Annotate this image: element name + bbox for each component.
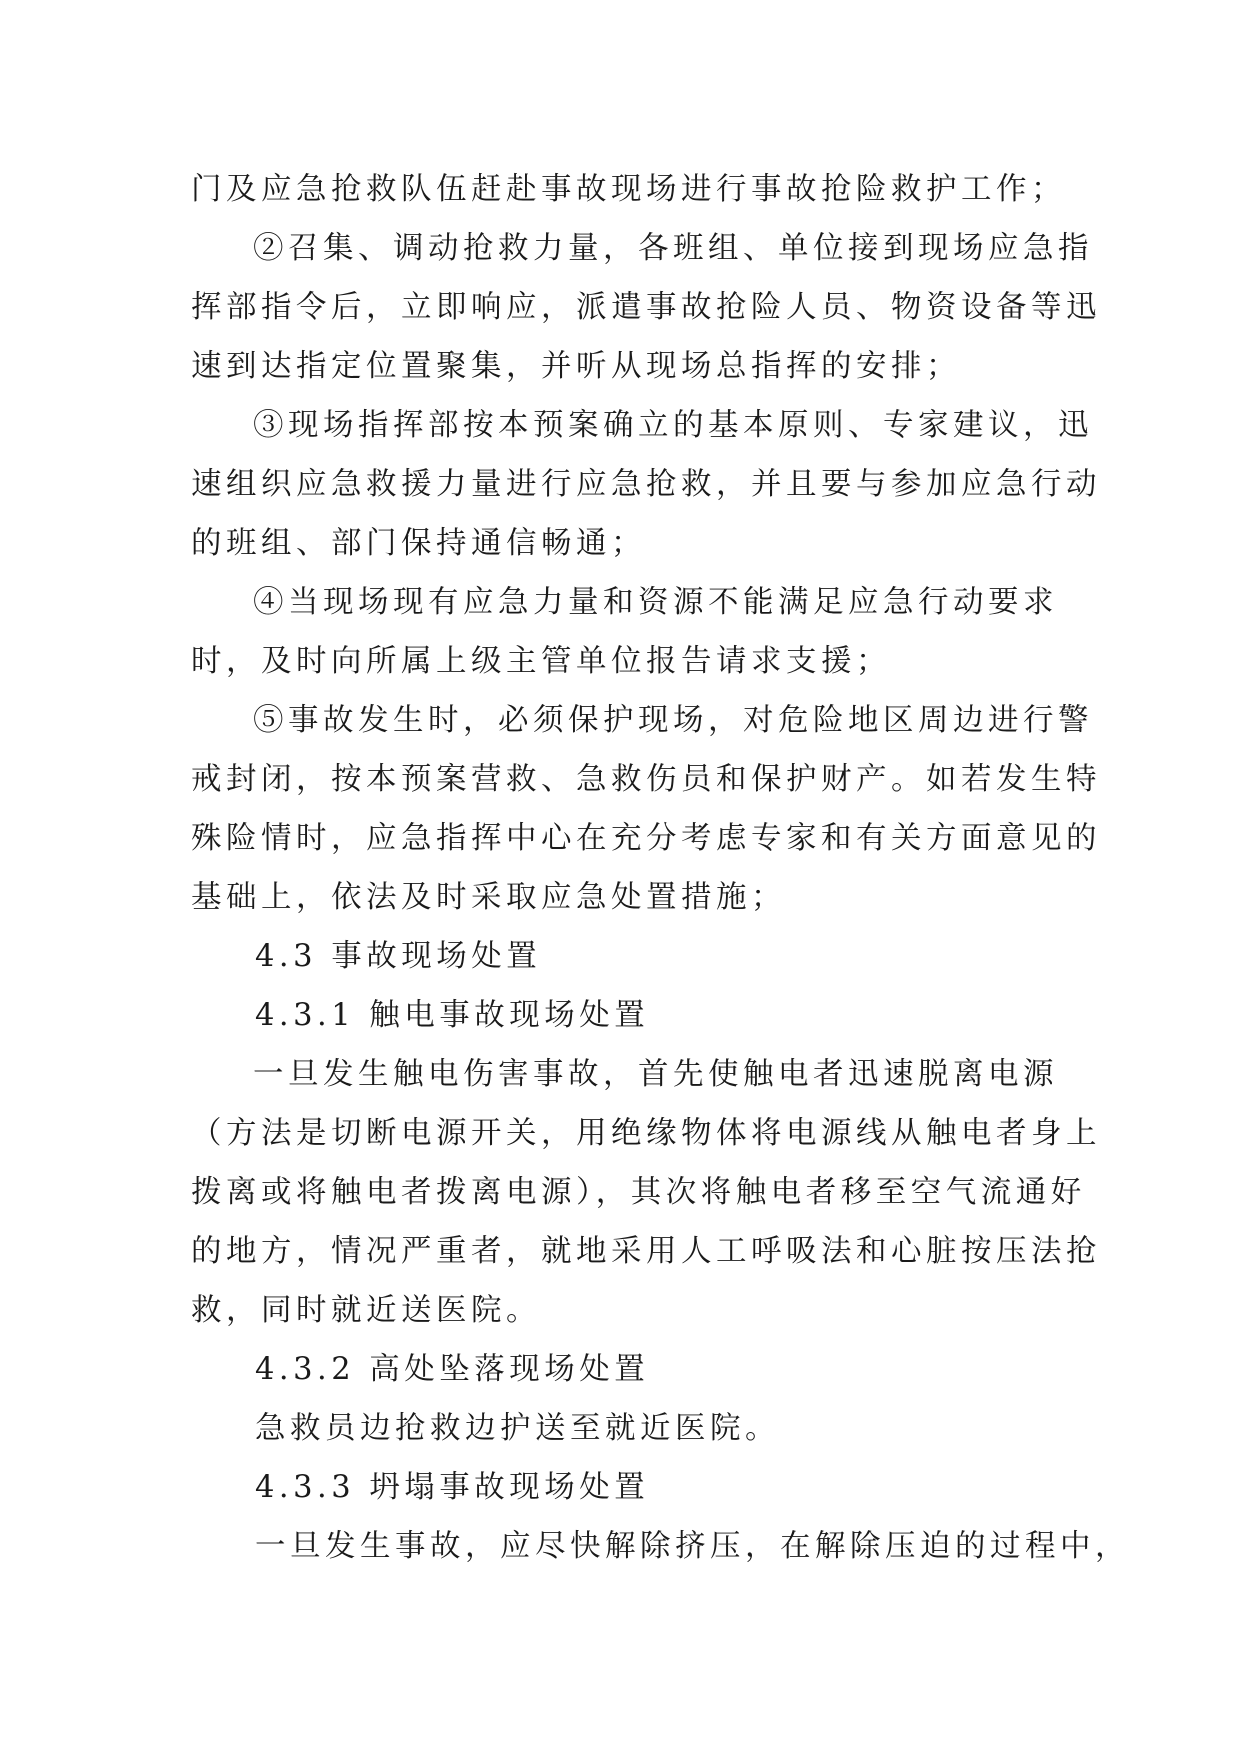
section-heading-4-3-1: 4.3.1 触电事故现场处置 [255,998,650,1033]
text-line: （方法是切断电源开关，用绝缘物体将电源线从触电者身上 [191,1116,1101,1151]
paragraph-first-line: 一旦发生事故，应尽快解除挤压，在解除压迫的过程中， [255,1529,1130,1564]
text-line: 时，及时向所属上级主管单位报告请求支援； [191,644,891,679]
list-item-3: ③现场指挥部按本预案确立的基本原则、专家建议，迅 [253,408,1093,443]
text-line: 的班组、部门保持通信畅通； [191,526,646,561]
list-item-5: ⑤事故发生时，必须保护现场，对危险地区周边进行警 [253,703,1093,738]
text-line: 戒封闭，按本预案营救、急救伤员和保护财产。如若发生特 [191,762,1101,797]
document-body [191,160,1130,1576]
text-line: 拨离或将触电者拨离电源），其次将触电者移至空气流通好 [191,1175,1086,1210]
paragraph-first-line: 急救员边抢救边护送至就近医院。 [255,1411,780,1446]
text-line: 殊险情时，应急指挥中心在充分考虑专家和有关方面意见的 [191,821,1101,856]
text-line: 速组织应急救援力量进行应急抢救，并且要与参加应急行动 [191,467,1101,502]
section-heading-4-3-2: 4.3.2 高处坠落现场处置 [255,1352,650,1387]
text-line: 速到达指定位置聚集，并听从现场总指挥的安排； [191,349,961,384]
text-line: 救，同时就近送医院。 [191,1293,541,1328]
section-heading-4-3: 4.3 事故现场处置 [255,939,542,974]
text-line: 的地方，情况严重者，就地采用人工呼吸法和心脏按压法抢 [191,1234,1101,1269]
list-item-2: ②召集、调动抢救力量，各班组、单位接到现场应急指 [253,231,1093,266]
text-line: 挥部指令后，立即响应，派遣事故抢险人员、物资设备等迅 [191,290,1101,325]
text-line: 基础上，依法及时采取应急处置措施； [191,880,786,915]
section-heading-4-3-3: 4.3.3 坍塌事故现场处置 [255,1470,650,1505]
list-item-4: ④当现场现有应急力量和资源不能满足应急行动要求 [253,585,1058,620]
paragraph-first-line: 一旦发生触电伤害事故，首先使触电者迅速脱离电源 [253,1057,1058,1092]
text-line: 门及应急抢救队伍赶赴事故现场进行事故抢险救护工作； [191,172,1066,207]
